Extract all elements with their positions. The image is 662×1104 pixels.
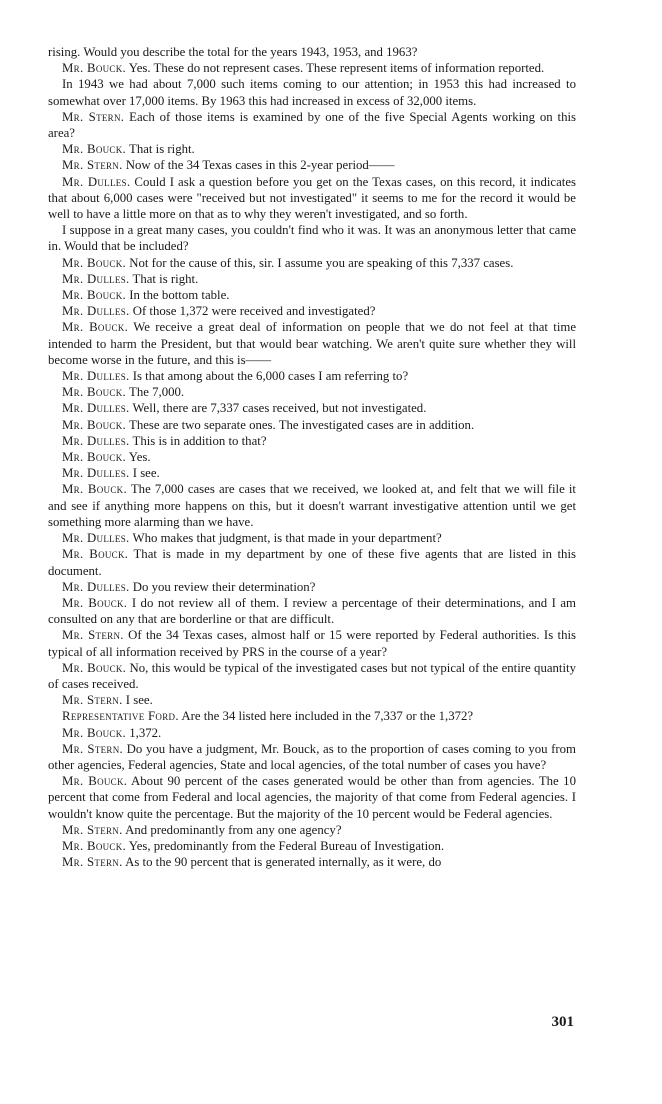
speaker-name: Mr. Bouck. xyxy=(62,838,127,853)
paragraph-text: About 90 percent of the cases generated would be other than from agencies. The 10 percent that come from Federal and local agencies, the majority of that come from Federal agencies. I wouldn't know quite the percentage. But the majority of the 10 percent would be Federal agencies. xyxy=(48,774,576,821)
paragraph-text: The 7,000. xyxy=(129,385,185,400)
speaker-name: Mr. Bouck. xyxy=(62,255,127,270)
testimony-paragraph xyxy=(48,303,576,319)
paragraph-text: We receive a great deal of information on people that we do not feel at that time intended to harm the President, but that would bear watching. We aren't quite sure whether they will become worse in the future, and this is—— xyxy=(48,320,577,367)
testimony-paragraph xyxy=(48,595,576,627)
testimony-paragraph xyxy=(48,433,576,449)
paragraph-text: Each of those items is examined by one of the five Special Agents working on this area? xyxy=(48,109,577,141)
testimony-paragraph xyxy=(48,174,576,223)
speaker-name: Mr. Dulles. xyxy=(62,271,130,286)
speaker-name: Mr. Stern. xyxy=(62,628,124,643)
text-paragraph xyxy=(48,44,576,60)
speaker-name: Mr. Bouck. xyxy=(62,61,127,76)
paragraph-text: Is that among about the 6,000 cases I am referring to? xyxy=(132,369,409,384)
paragraph-text: Of the 34 Texas cases, almost half or 15 were reported by Federal authorities. Is this typical of all information received by PRS in the course of a year? xyxy=(48,628,577,659)
testimony-paragraph xyxy=(48,449,576,465)
speaker-name: Mr. Bouck. xyxy=(62,385,127,400)
speaker-name: Mr. Bouck. xyxy=(62,595,128,610)
paragraph-text: I suppose in a great many cases, you couldn't find who it was. It was an anonymous letter that came in. Would that be included? xyxy=(48,223,576,254)
paragraph-text: Could I ask a question before you get on the Texas cases, on this record, it indicates that about 6,000 cases were "received but not investigated" it seems to me for the record it would be well to have a little more on that as to why they weren't investigated, and so forth. xyxy=(48,174,576,222)
speaker-name: Mr. Bouck. xyxy=(62,288,127,303)
speaker-name: Mr. Stern. xyxy=(62,158,123,173)
testimony-paragraph xyxy=(48,741,576,773)
speaker-name: Mr. Bouck. xyxy=(62,547,129,562)
speaker-name: Mr. Bouck. xyxy=(62,774,128,789)
page-number: 301 xyxy=(551,1014,574,1030)
paragraph-text: Yes. xyxy=(128,450,151,465)
testimony-paragraph xyxy=(48,287,576,303)
paragraph-text: That is right. xyxy=(129,142,195,157)
testimony-paragraph xyxy=(48,481,576,530)
paragraph-text: That is right. xyxy=(132,271,199,286)
paragraph-text: Of those 1,372 were received and investigated? xyxy=(132,304,376,319)
speaker-name: Mr. Bouck. xyxy=(62,450,127,465)
testimony-paragraph xyxy=(48,822,576,838)
paragraph-text: And predominantly from any one agency? xyxy=(125,822,342,837)
testimony-paragraph xyxy=(48,417,576,433)
testimony-paragraph xyxy=(48,109,576,141)
paragraph-text: That is made in my department by one of these five agents that are listed in this document. xyxy=(48,547,576,578)
paragraph-text: Now of the 34 Texas cases in this 2-year period—— xyxy=(125,158,395,173)
speaker-name: Mr. Bouck. xyxy=(62,660,127,675)
speaker-name: Mr. Stern. xyxy=(62,693,123,708)
testimony-paragraph xyxy=(48,660,576,692)
speaker-name: Mr. Dulles. xyxy=(62,466,130,481)
paragraph-text: 1,372. xyxy=(129,725,162,740)
speaker-name: Mr. Stern. xyxy=(62,109,125,124)
paragraph-text: I do not review all of them. I review a percentage of their determinations, and I am consulted on any that are borderline or that are difficult. xyxy=(48,595,576,627)
testimony-paragraph xyxy=(48,141,576,157)
testimony-paragraph xyxy=(48,400,576,416)
speaker-name: Mr. Dulles. xyxy=(62,401,130,416)
speaker-name: Mr. Stern. xyxy=(62,741,124,756)
paragraph-text: Who makes that judgment, is that made in your department? xyxy=(132,531,442,546)
paragraph-text: The 7,000 cases are cases that we received, we looked at, and felt that we will file it and see if anything more happens on this, but it doesn't warrant investigative attention until we get something more alarming than we have. xyxy=(48,482,576,529)
testimony-paragraph xyxy=(48,546,576,578)
paragraph-text: I see. xyxy=(125,693,153,708)
testimony-paragraph xyxy=(48,692,576,708)
speaker-name: Mr. Dulles. xyxy=(62,369,130,384)
testimony-paragraph xyxy=(48,579,576,595)
speaker-name: Mr. Bouck. xyxy=(62,725,127,740)
paragraph-text: Yes, predominantly from the Federal Bureau of Investigation. xyxy=(128,838,445,853)
testimony-paragraph xyxy=(48,725,576,741)
paragraph-text: rising. Would you describe the total for the years 1943, 1953, and 1963? xyxy=(48,45,418,59)
text-paragraph xyxy=(48,222,576,254)
paragraph-text: As to the 90 percent that is generated internally, as it were, do xyxy=(125,855,442,870)
testimony-paragraph xyxy=(48,319,576,368)
paragraph-text: In 1943 we had about 7,000 such items coming to our attention; in 1953 this had increased to somewhat over 17,000 items. By 1963 this had increased in excess of 32,000 items. xyxy=(48,77,576,108)
paragraph-text: This is in addition to that? xyxy=(132,433,267,448)
speaker-name: Mr. Bouck. xyxy=(62,482,127,497)
speaker-name: Mr. Bouck. xyxy=(62,417,127,432)
testimony-paragraph xyxy=(48,465,576,481)
testimony-paragraph xyxy=(48,60,576,76)
speaker-name: Mr. Dulles. xyxy=(62,433,130,448)
paragraph-text: Are the 34 listed here included in the 7,337 or the 1,372? xyxy=(181,709,474,724)
testimony-paragraph xyxy=(48,157,576,173)
testimony-paragraph xyxy=(48,530,576,546)
paragraph-text: Well, there are 7,337 cases received, but not investigated. xyxy=(132,401,427,416)
speaker-name: Mr. Dulles. xyxy=(62,304,130,319)
paragraph-text: Do you review their determination? xyxy=(132,579,316,594)
speaker-name: Mr. Stern. xyxy=(62,822,123,837)
testimony-text xyxy=(48,44,576,870)
speaker-name: Mr. Bouck. xyxy=(62,320,129,335)
speaker-name: Mr. Dulles. xyxy=(62,174,131,189)
speaker-name: Mr. Dulles. xyxy=(62,531,130,546)
paragraph-text: Do you have a judgment, Mr. Bouck, as to the proportion of cases coming to you from other agencies, Federal agencies, State and local agencies, of the total number of cases you have? xyxy=(48,741,577,772)
testimony-paragraph xyxy=(48,773,576,822)
speaker-name: Mr. Dulles. xyxy=(62,579,130,594)
paragraph-text: Yes. These do not represent cases. These represent items of information reported. xyxy=(128,61,545,76)
speaker-name: Mr. Bouck. xyxy=(62,142,127,157)
testimony-paragraph xyxy=(48,838,576,854)
testimony-paragraph xyxy=(48,708,576,724)
testimony-paragraph xyxy=(48,627,576,659)
paragraph-text: These are two separate ones. The investigated cases are in addition. xyxy=(129,417,475,432)
paragraph-text: I see. xyxy=(132,466,160,481)
testimony-paragraph xyxy=(48,271,576,287)
text-paragraph xyxy=(48,76,576,108)
speaker-name: Mr. Stern. xyxy=(62,855,123,870)
testimony-paragraph xyxy=(48,384,576,400)
paragraph-text: In the bottom table. xyxy=(129,288,230,303)
testimony-paragraph xyxy=(48,854,576,870)
testimony-paragraph xyxy=(48,368,576,384)
speaker-name: Representative Ford. xyxy=(62,709,179,724)
paragraph-text: No, this would be typical of the investigated cases but not typical of the entire quantity of cases received. xyxy=(48,660,576,691)
testimony-paragraph xyxy=(48,255,576,271)
paragraph-text: Not for the cause of this, sir. I assume you are speaking of this 7,337 cases. xyxy=(129,255,514,270)
